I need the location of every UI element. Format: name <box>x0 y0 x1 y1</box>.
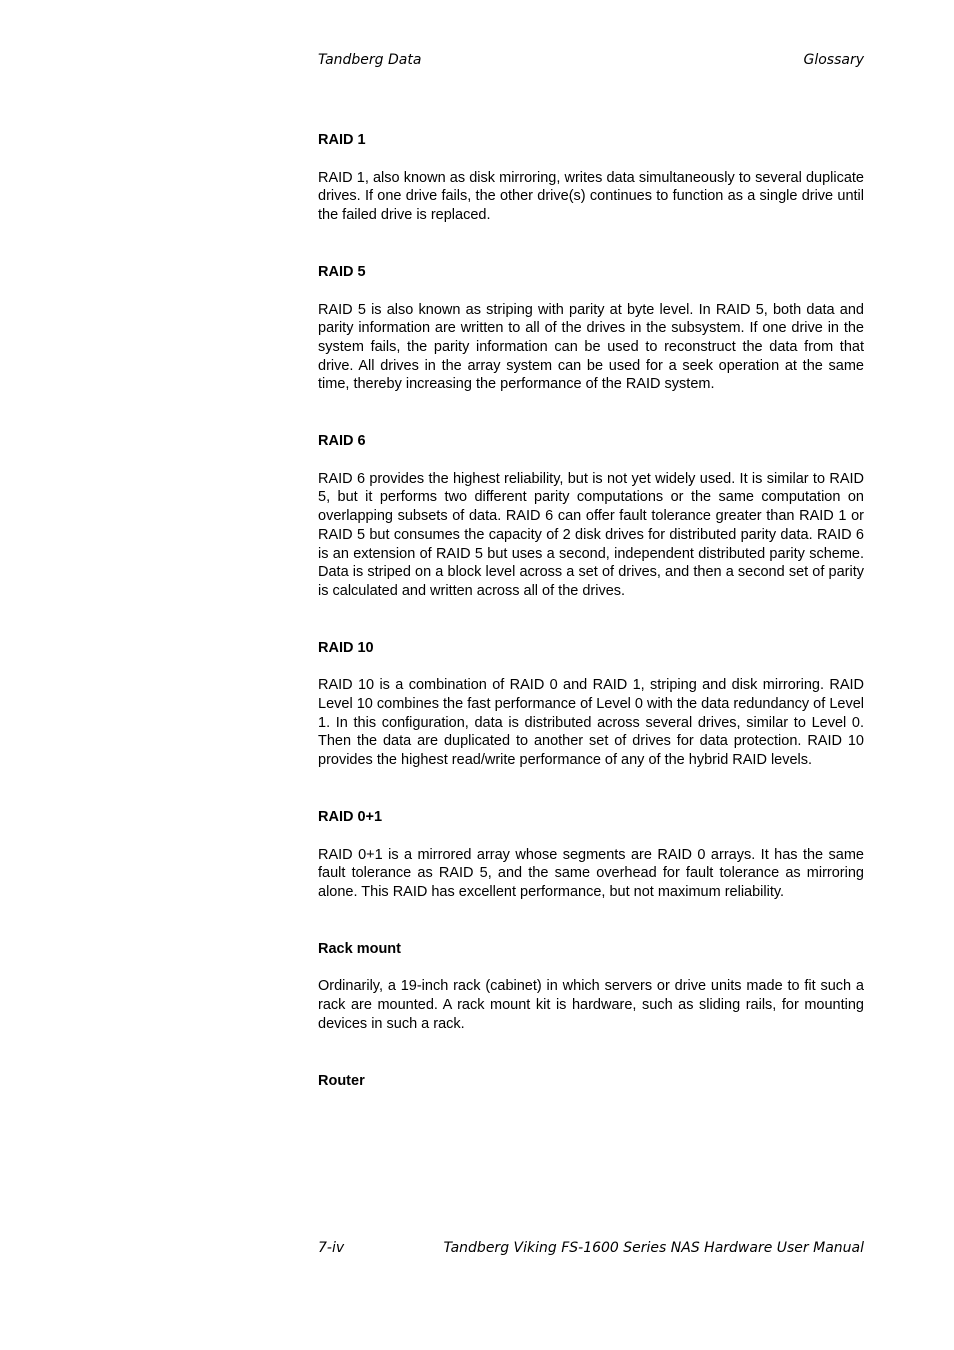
glossary-entry-raid-10 <box>318 639 864 770</box>
glossary-term: Router <box>318 1072 365 1089</box>
manual-title: Tandberg Viking FS-1600 Series NAS Hardware User Manual <box>443 1240 864 1256</box>
header-section: Glossary <box>803 52 864 68</box>
glossary-term: Rack mount <box>318 940 401 957</box>
glossary-term: RAID 0+1 <box>318 808 383 825</box>
header-company: Tandberg Data <box>318 52 422 68</box>
glossary-definition: RAID 5 is also known as striping with parity at byte level. In RAID 5, both data and parity information are written to all of the drives in the subsystem. If one drive in the system fails, the parity information can be used to reconstruct the data from that drive. All drives in the array system can be used for a seek operation at the same time, thereby increasing the performance of the RAID system. <box>318 301 864 393</box>
page-footer <box>318 1239 864 1257</box>
glossary-term: RAID 1 <box>318 132 366 148</box>
glossary-entry-raid-0-1 <box>318 808 864 902</box>
glossary-entry-router <box>318 1072 864 1091</box>
glossary-entry-raid-1 <box>318 131 864 225</box>
glossary-content <box>318 131 864 1128</box>
glossary-definition: RAID 10 is a combination of RAID 0 and RAID 1, striping and disk mirroring. RAID Level 10 combines the fast performance of Level 0 with the data redundancy of Level 1. In this configuration, data is distributed across several drives, similar to Level 0. Then the data are duplicated to another set of drives for data protection. RAID 10 provides the highest read/write performance of any of the hybrid RAID levels. <box>318 677 864 769</box>
glossary-definition: RAID 1, also known as disk mirroring, writes data simultaneously to several duplicate drives. If one drive fails, the other drive(s) continues to function as a single drive until the failed drive is replaced. <box>318 169 864 224</box>
glossary-entry-raid-6 <box>318 432 864 601</box>
glossary-entry-rack-mount <box>318 940 864 1034</box>
glossary-term: RAID 6 <box>318 433 366 450</box>
page-header <box>318 51 864 69</box>
page-number: 7-iv <box>318 1240 345 1256</box>
glossary-definition: Ordinarily, a 19-inch rack (cabinet) in which servers or drive units made to fit such a rack are mounted. A rack mount kit is hardware, such as sliding rails, for mounting devices in such a rack. <box>318 978 864 1032</box>
glossary-term: RAID 10 <box>318 639 374 656</box>
glossary-entry-raid-5 <box>318 263 864 394</box>
glossary-term: RAID 5 <box>318 263 366 280</box>
glossary-definition: RAID 6 provides the highest reliability, but is not yet widely used. It is similar to RAID 5, but it performs two different parity computations or the same computation on overlapping subsets of data. RAID 6 can offer fault tolerance greater than RAID 1 or RAID 5 but consumes the capacity of 2 disk drives for distributed parity data. RAID 6 is an extension of RAID 5 but uses a second, independent distributed parity scheme. Data is striped on a block level across a set of drives, and then a second set of parity is calculated and written across all of the drives. <box>318 470 864 599</box>
glossary-definition: RAID 0+1 is a mirrored array whose segments are RAID 0 arrays. It has the same fault tolerance as RAID 5, and the same overhead for fault tolerance as mirroring alone. This RAID has excellent performance, but not maximum reliability. <box>318 846 864 900</box>
